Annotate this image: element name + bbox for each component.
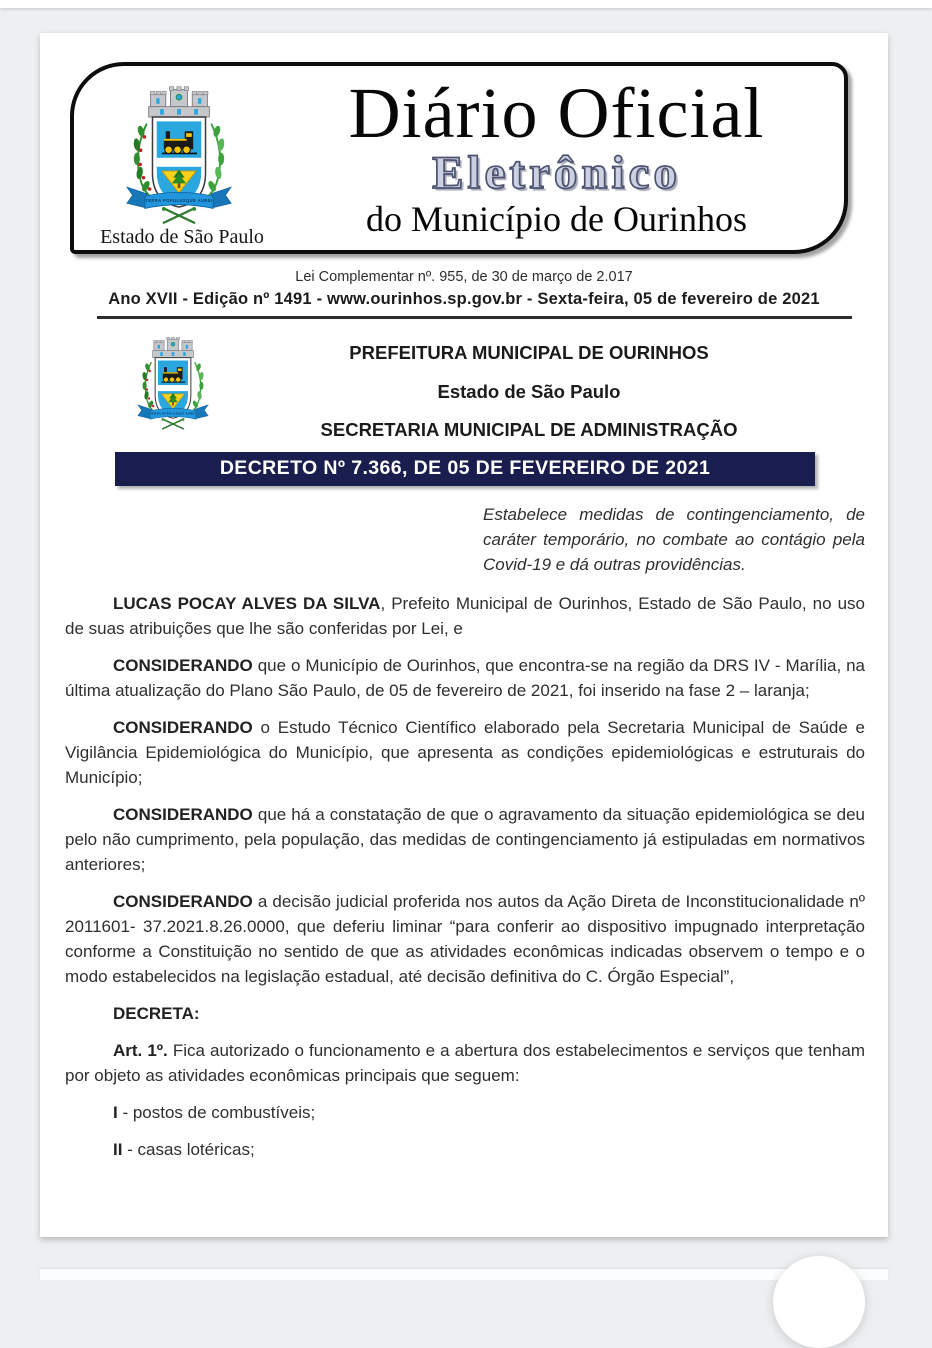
paragraph-text: , Prefeito Municipal de Ourinhos, Estado de São Paulo, no uso de suas atribuições que lhe são conferidas por Lei, e (65, 594, 865, 638)
decree-article-1 (65, 1038, 865, 1088)
paragraph-text: o Estudo Técnico Científico elaborado pela Secretaria Municipal de Saúde e Vigilância Epidemiológica do Município, que apresenta as condições epidemiológicas e estruturais do Município; (65, 718, 865, 787)
paragraph-text: que o Município de Ourinhos, que encontra-se na região da DRS IV - Marília, na última atualização do Plano São Paulo, de 05 de fevereiro de 2021, foi inserido na fase 2 – laranja; (65, 656, 865, 700)
paragraph-text: que há a constatação de que o agravamento da situação epidemiológica se deu pelo não cumprimento, pela população, das medidas de contingenciamento já estipuladas em normativos anteriores; (65, 805, 865, 874)
state-caption: Estado de São Paulo (100, 226, 264, 248)
paragraph-text: - postos de combustíveis; (117, 1103, 316, 1122)
org-department: SECRETARIA MUNICIPAL DE ADMINISTRAÇÃO (320, 419, 738, 440)
edition-info-line: Ano XVII - Edição nº 1491 - www.ourinhos.sp.gov.br - Sexta-feira, 05 de fevereiro de 2021 (108, 290, 820, 308)
masthead (70, 62, 848, 254)
paragraph-lead: II (113, 1140, 123, 1159)
decree-paragraph (65, 715, 865, 790)
paragraph-text: Fica autorizado o funcionamento e a abertura dos estabelecimentos e serviços que tenham por objeto as atividades econômicas principais que seguem: (65, 1041, 866, 1085)
paragraph-lead: DECRETA: (113, 1004, 200, 1023)
decree-summary: Estabelece medidas de contingenciamento, de caráter temporário, no combate ao contágio pela Covid-19 e dá outras providências. (483, 505, 865, 574)
complementary-law-line: Lei Complementar nº. 955, de 30 de março de 2.017 (295, 269, 633, 285)
coat-of-arms-icon (112, 82, 246, 226)
paragraph-lead: CONSIDERANDO (113, 892, 253, 911)
decree-paragraph (65, 591, 865, 641)
paragraph-lead: CONSIDERANDO (113, 656, 253, 675)
gazette-subtitle: Eletrônico (432, 147, 681, 199)
decree-paragraph (65, 802, 865, 877)
decree-item-2 (65, 1137, 865, 1162)
decree-enacts-line (65, 1001, 865, 1026)
org-header (40, 332, 888, 442)
paragraph-lead: LUCAS POCAY ALVES DA SILVA (113, 594, 381, 613)
previous-page-bottom-edge (0, 0, 932, 8)
gazette-title: Diário Oficial (348, 73, 765, 153)
org-state: Estado de São Paulo (437, 381, 621, 402)
decree-paragraph (65, 889, 865, 989)
gazette-page (40, 33, 888, 1237)
coat-of-arms-small-icon (128, 334, 218, 431)
paragraph-lead: Art. 1º. (113, 1041, 168, 1060)
decree-paragraph (65, 653, 865, 703)
paragraph-lead: CONSIDERANDO (113, 805, 253, 824)
floating-action-button[interactable] (773, 1256, 865, 1348)
header-divider (97, 316, 852, 319)
paragraph-lead: CONSIDERANDO (113, 718, 253, 737)
paragraph-text: - casas lotéricas; (122, 1140, 255, 1159)
paragraph-lead: I (113, 1103, 118, 1122)
decree-title-banner: DECRETO Nº 7.366, DE 05 DE FEVEREIRO DE 2021 (115, 452, 815, 486)
org-name: PREFEITURA MUNICIPAL DE OURINHOS (349, 342, 709, 363)
decree-body (40, 502, 888, 1162)
decree-item-1 (65, 1100, 865, 1125)
paragraph-text: a decisão judicial proferida nos autos da Ação Direta de Inconstitucionalidade nº 2011601- 37.2021.8.26.0000, que deferiu liminar “para conferir ao dispositivo impugnado interpretação conforme a Constituição no sentido de que as atividades econômicas indicadas observem o tempo e o modo estabelecidos na legislação estadual, até decisão definitiva do C. Órgão Especial”, (65, 892, 865, 986)
gazette-tagline: do Município de Ourinhos (366, 199, 747, 239)
next-page-top-edge (40, 1269, 888, 1280)
